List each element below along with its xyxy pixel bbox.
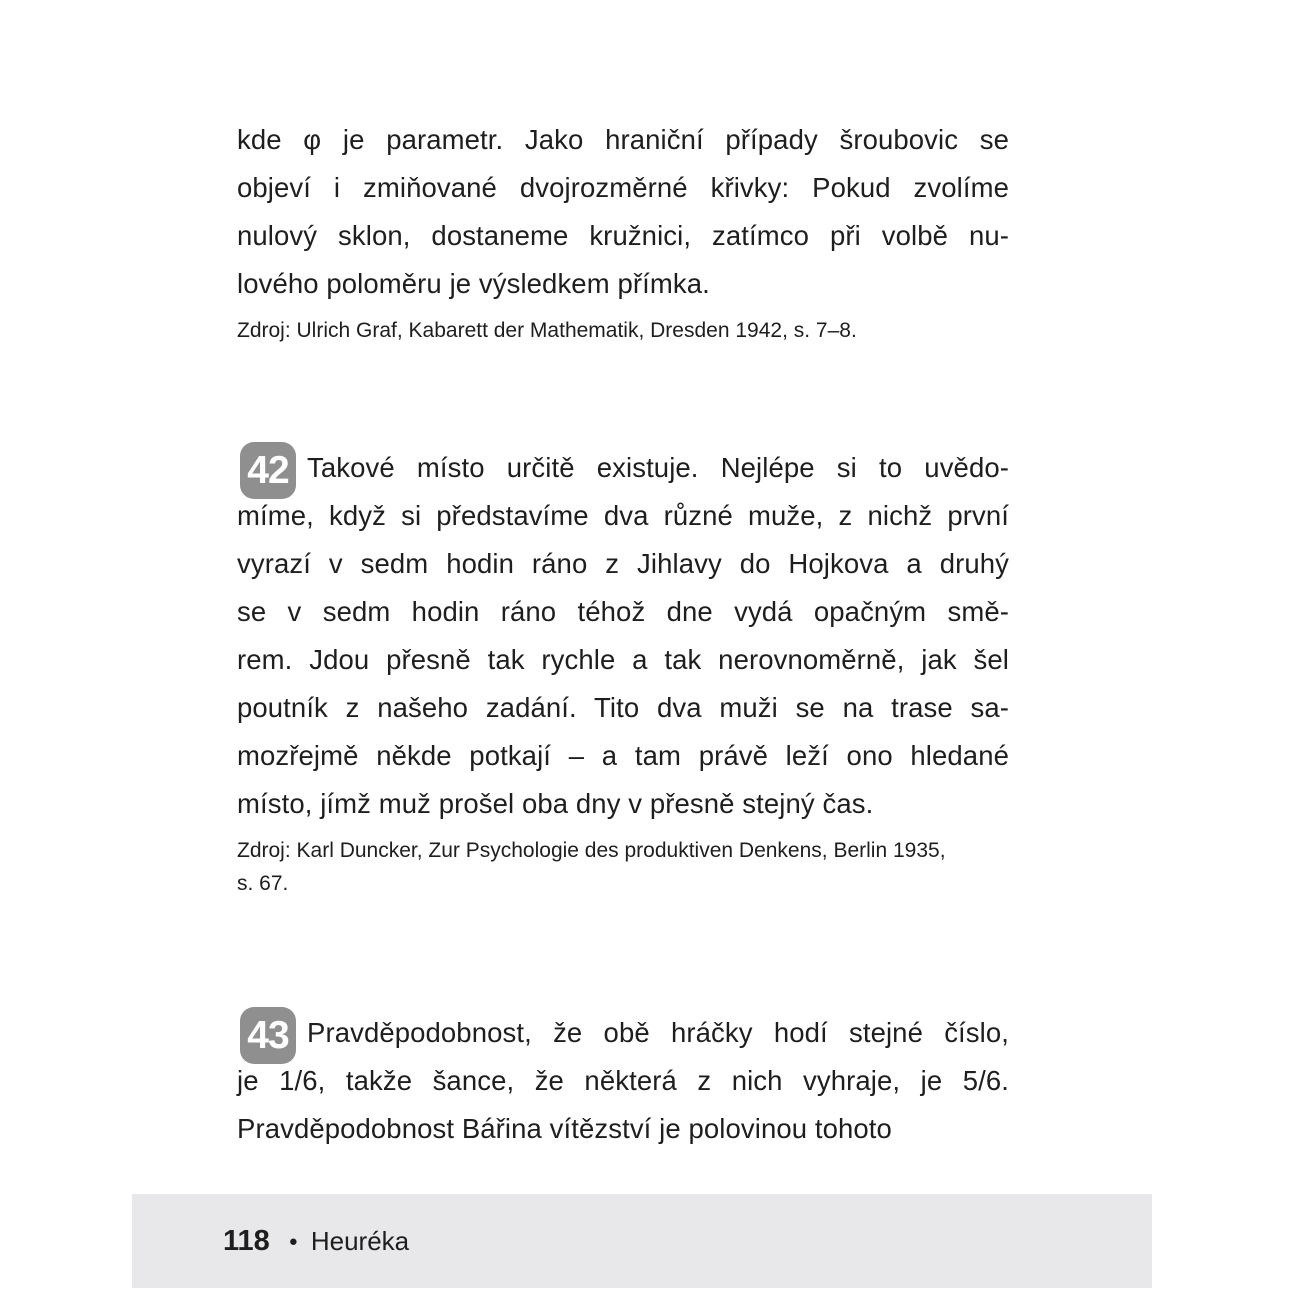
answer-42-source: Zdroj: Karl Duncker, Zur Psychologie des produktiven Denkens, Berlin 1935, s. 67.: [237, 839, 946, 895]
answer-43-text: Pravděpodobnost, že obě hráčky hodí stejné číslo, je 1/6, takže šance, že některá z nich vyhraje, je 5/6. Pravděpodobnost Bářina vítězství je polovinou tohoto: [237, 1017, 1009, 1144]
page-number: 118: [223, 1224, 270, 1257]
answer-43: [237, 1009, 1009, 1153]
answer-number-badge: 42: [240, 442, 296, 499]
answer-42-text: Takové místo určitě existuje. Nejlépe si to uvědo- míme, když si představíme dva různé muže, z nichž první vyrazí v sedm hodin ráno z Jihlavy do Hojkova a druhý se v sedm hodin ráno téhož dne vydá opačným smě- rem. Jdou přesně tak rychle a tak nerovnoměrně, jak šel poutník z našeho zadání. Tito dva muži se na trase sa- mozřejmě někde potkají – a tam právě leží ono hledané místo, jímž muž prošel oba dny v přesně stejný čas.: [237, 452, 1009, 819]
footer-bullet-icon: ●: [288, 1232, 298, 1250]
answer-number-badge: 43: [240, 1007, 296, 1064]
intro-source: Zdroj: Ulrich Graf, Kabarett der Mathematik, Dresden 1942, s. 7–8.: [237, 319, 857, 342]
book-title: Heuréka: [310, 1225, 410, 1256]
footer-bar: [132, 1194, 1152, 1288]
intro-paragraph: kde φ je parametr. Jako hraniční případy šroubovic se objeví i zmiňované dvojrozměrné křivky: Pokud zvolíme nulový sklon, dostaneme kružnici, zatímco při volbě nu- lového poloměru je výsledkem přímka.: [237, 124, 1009, 299]
page-content: [237, 116, 1009, 1153]
answer-42: [237, 444, 1009, 900]
